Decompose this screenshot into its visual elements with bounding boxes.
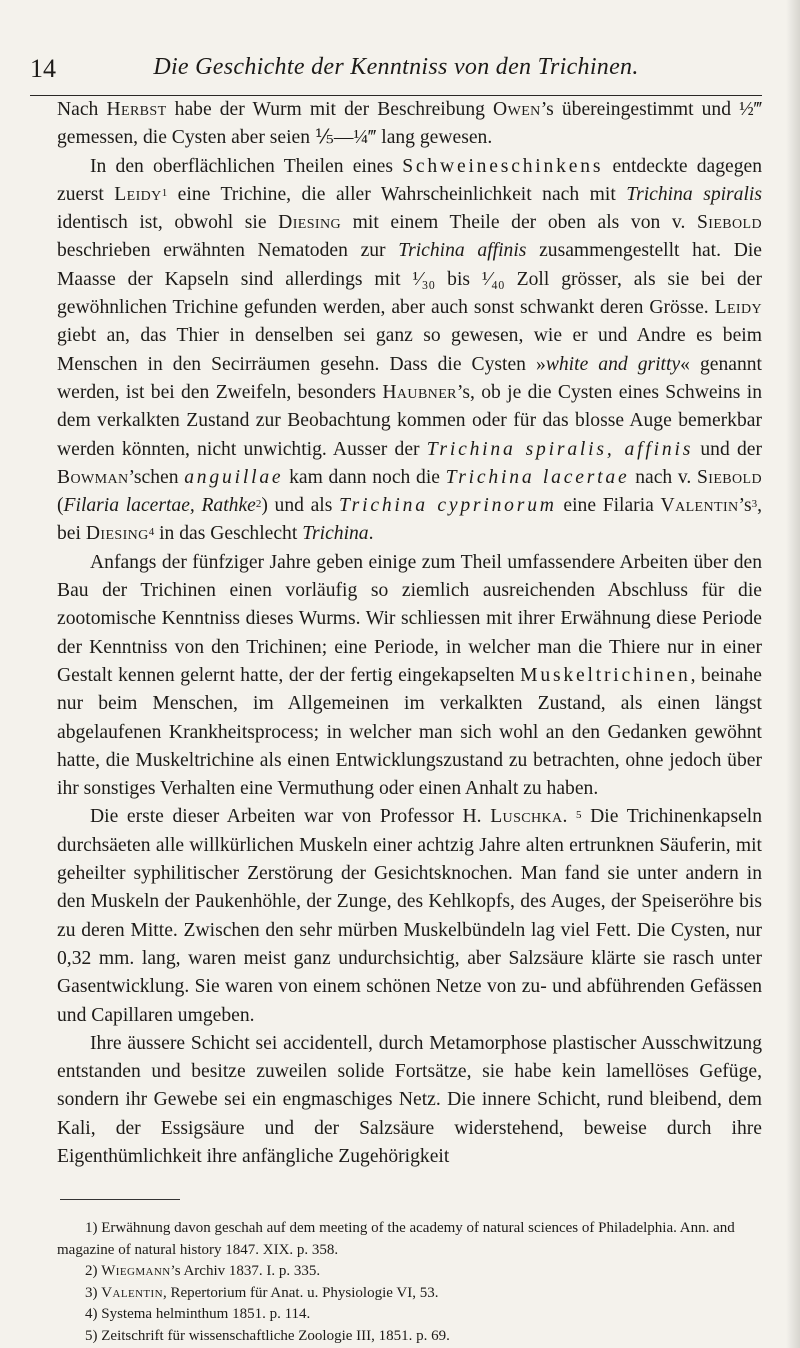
styled-text: Siebold bbox=[696, 466, 762, 488]
footnote bbox=[57, 1261, 762, 1283]
text-run: . bbox=[562, 806, 577, 828]
text-run: 1) Erwähnung davon geschah auf dem meeting of the academy of natural sciences of Philadelphia. Ann. and magazine of natural history 1847. XIX. p. 358. bbox=[57, 1220, 735, 1258]
styled-text: Herbst bbox=[106, 99, 167, 120]
styled-text: Valentin bbox=[660, 495, 739, 517]
body-text bbox=[57, 96, 762, 1171]
styled-text: Leidy bbox=[114, 183, 162, 205]
text-run: Die erste dieser Arbeiten war von Professor H. bbox=[90, 806, 491, 828]
text-run: entdeckte dagegen zuerst bbox=[57, 155, 763, 205]
styled-text: Owen bbox=[493, 99, 541, 120]
footnote-marker: 3 bbox=[751, 498, 758, 511]
text-run: habe der Wurm mit der Beschreibung bbox=[166, 99, 494, 120]
text-run: mit einem Theile der oben als von v. bbox=[341, 212, 697, 234]
text-run: in das Geschlecht bbox=[154, 523, 303, 545]
styled-text: Trichina spiralis, affinis bbox=[426, 438, 694, 460]
styled-text: Leidy bbox=[714, 297, 762, 319]
text-run: ( bbox=[57, 495, 64, 517]
styled-text: Trichina lacertae bbox=[445, 466, 630, 488]
text-run: nach v. bbox=[629, 466, 697, 488]
styled-text: Haubner bbox=[382, 381, 457, 403]
styled-text: Muskeltrichinen bbox=[520, 664, 691, 686]
styled-text: Trichina cyprinorum bbox=[339, 495, 557, 517]
styled-text: Filaria lacertae, Rathke bbox=[63, 495, 256, 517]
text-run: 3) bbox=[85, 1284, 102, 1301]
text-run: In den oberflächlichen Theilen eines bbox=[90, 155, 403, 177]
text-run: zusammengestellt hat. Die Maasse der Kapseln sind allerdings mit ¹⁄₃₀ bis ¹⁄₄₀ Zoll grösser, als sie bei der gewöhnlichen Trichine gefunden werden, aber auch sonst schwankt deren Grösse. bbox=[57, 240, 762, 319]
text-run: , Repertorium für Anat. u. Physiologie VI, 53. bbox=[162, 1284, 439, 1301]
text-run: . bbox=[368, 523, 374, 545]
footnote-rule bbox=[60, 1199, 180, 1200]
styled-text: Wiegmann bbox=[101, 1263, 171, 1279]
text-run: ’schen bbox=[128, 466, 185, 488]
footnote bbox=[57, 1218, 762, 1261]
footnote bbox=[57, 1304, 762, 1326]
styled-text: Bowman bbox=[57, 466, 129, 488]
text-run: ’s Archiv 1837. I. p. 335. bbox=[170, 1263, 321, 1279]
paragraph bbox=[57, 96, 762, 153]
text-run: kam dann noch die bbox=[283, 466, 446, 488]
footnote-marker: 2 bbox=[255, 498, 262, 511]
text-run: giebt an, das Thier in denselben sei ganz so gewesen, wie er und Andre es beim Menschen in den Secirräumen gesehn. Dass die Cysten » bbox=[57, 325, 762, 375]
text-run: Ihre äussere Schicht sei accidentell, durch Metamorphose plastischer Ausschwitzung entstanden und besitze zuweilen solide Fortsätze, sie habe kein lamellöses Gefüge, sondern ihr Gewebe sei ein engmaschiges Netz. Die innere Schicht, rund bleibend, dem Kali, der Essigsäure und der Salzsäure widerstehend, beweise durch ihre Eigenthümlichkeit ihre anfängliche Zugehörigkeit bbox=[57, 1032, 762, 1167]
text-run: beschrieben erwähnten Nematoden zur bbox=[57, 240, 399, 262]
text-run: Nach bbox=[57, 99, 107, 120]
styled-text: Trichina spiralis bbox=[626, 183, 762, 205]
running-head: Die Geschichte der Kenntniss von den Trichinen. bbox=[153, 54, 639, 80]
page-edge-shadow bbox=[786, 0, 800, 1348]
styled-text: Trichina bbox=[302, 523, 369, 545]
text-run: und der bbox=[693, 438, 762, 460]
paragraph bbox=[57, 153, 762, 549]
footnotes bbox=[57, 1218, 762, 1347]
styled-text: Luschka bbox=[490, 806, 563, 828]
text-run: Anfangs der fünfziger Jahre geben einige zum Theil umfassendere Arbeiten über den Bau der Trichinen einen vorläufig so ziemlich ausreichenden Abschluss für die zootomische Kenntniss dieses Wurms. Wir schliessen mit ihrer Erwähnung diese Periode der Kenntniss von den Trichinen; eine Periode, in welcher man die Thiere nur in einer Gestalt kennen gelernt hatte, der der fertig eingekapselten bbox=[57, 551, 762, 686]
footnote-marker: 1 bbox=[161, 186, 168, 199]
styled-text: white and gritty bbox=[545, 353, 681, 375]
paragraph bbox=[57, 1030, 762, 1171]
text-run: ’s, ob je die Cysten eines Schweins in dem verkalkten Zustand zur Beobachtung kommen oder für das blosse Auge bemerkbar werden könnten, nicht unwichtig. Ausser der bbox=[57, 381, 762, 460]
styled-text: Schweineschinkens bbox=[402, 155, 604, 177]
text-run: , beinahe nur beim Menschen, im Allgemeinen im verkalkten Zustand, als einen längst abgelaufenen Krankheitsprocess; in welcher man sich wohl an den Gedanken gewöhnt hatte, die Muskeltrichine als einen Entwicklungszustand zu betrachten, ohne jedoch über ihr sonstiges Verhalten eine Vermuthung oder einen Anhalt zu haben. bbox=[57, 664, 762, 800]
text-run: eine Filaria bbox=[556, 495, 661, 517]
paragraph bbox=[57, 803, 762, 1029]
styled-text: Trichina affinis bbox=[398, 240, 527, 262]
text-run: identisch ist, obwohl sie bbox=[57, 212, 279, 234]
styled-text: Valentin bbox=[101, 1284, 163, 1301]
text-run: ’s übereingestimmt und ½‴ gemessen, die Cysten aber seien ⅕—¼‴ lang gewesen. bbox=[57, 99, 762, 149]
styled-text: Diesing bbox=[278, 212, 342, 234]
text-run: 2) bbox=[85, 1263, 102, 1279]
text-run: « genannt werden, ist bei den Zweifeln, besonders bbox=[57, 353, 762, 403]
footnote bbox=[57, 1326, 762, 1348]
text-run: Die Trichinenkapseln durchsäeten alle willkürlichen Muskeln einer achtzig Jahre alten ertrunknen Säuferin, mit geheilter syphilitischer Zerstörung der Gesichtsknochen. Man fand sie unter andern in den Muskeln der Paukenhöhle, der Zunge, des Kehlkopfs, des Auges, der Speiseröhre bis zu deren Mitte. Zwischen den sehr mürben Muskelbündeln lag viel Fett. Die Cysten, nur 0,32 mm. lang, waren meist ganz undurchsichtig, aber Salzsäure klärte sie rasch unter Gasentwicklung. Sie waren von einem schönen Netze von zu- und abführenden Gefässen und Capillaren umgeben. bbox=[57, 806, 763, 1026]
paragraph bbox=[57, 549, 762, 804]
page-number: 14 bbox=[30, 54, 56, 83]
footnote-marker: 5 bbox=[576, 809, 582, 822]
styled-text: Diesing bbox=[85, 523, 149, 545]
text-run: 4) Systema helminthum 1851. p. 114. bbox=[85, 1306, 311, 1322]
styled-text: anguillae bbox=[184, 466, 284, 488]
footnote bbox=[57, 1283, 762, 1305]
footnote-marker: 4 bbox=[148, 526, 155, 539]
text-run: ) und als bbox=[261, 495, 340, 517]
text-run: ’s bbox=[738, 495, 752, 517]
page-header bbox=[30, 54, 762, 94]
text-run: eine Trichine, die aller Wahrscheinlichkeit nach mit bbox=[167, 183, 627, 205]
styled-text: Siebold bbox=[696, 212, 762, 234]
text-run: 5) Zeitschrift für wissenschaftliche Zoologie III, 1851. p. 69. bbox=[85, 1327, 450, 1344]
text-run: , bei bbox=[57, 495, 762, 545]
